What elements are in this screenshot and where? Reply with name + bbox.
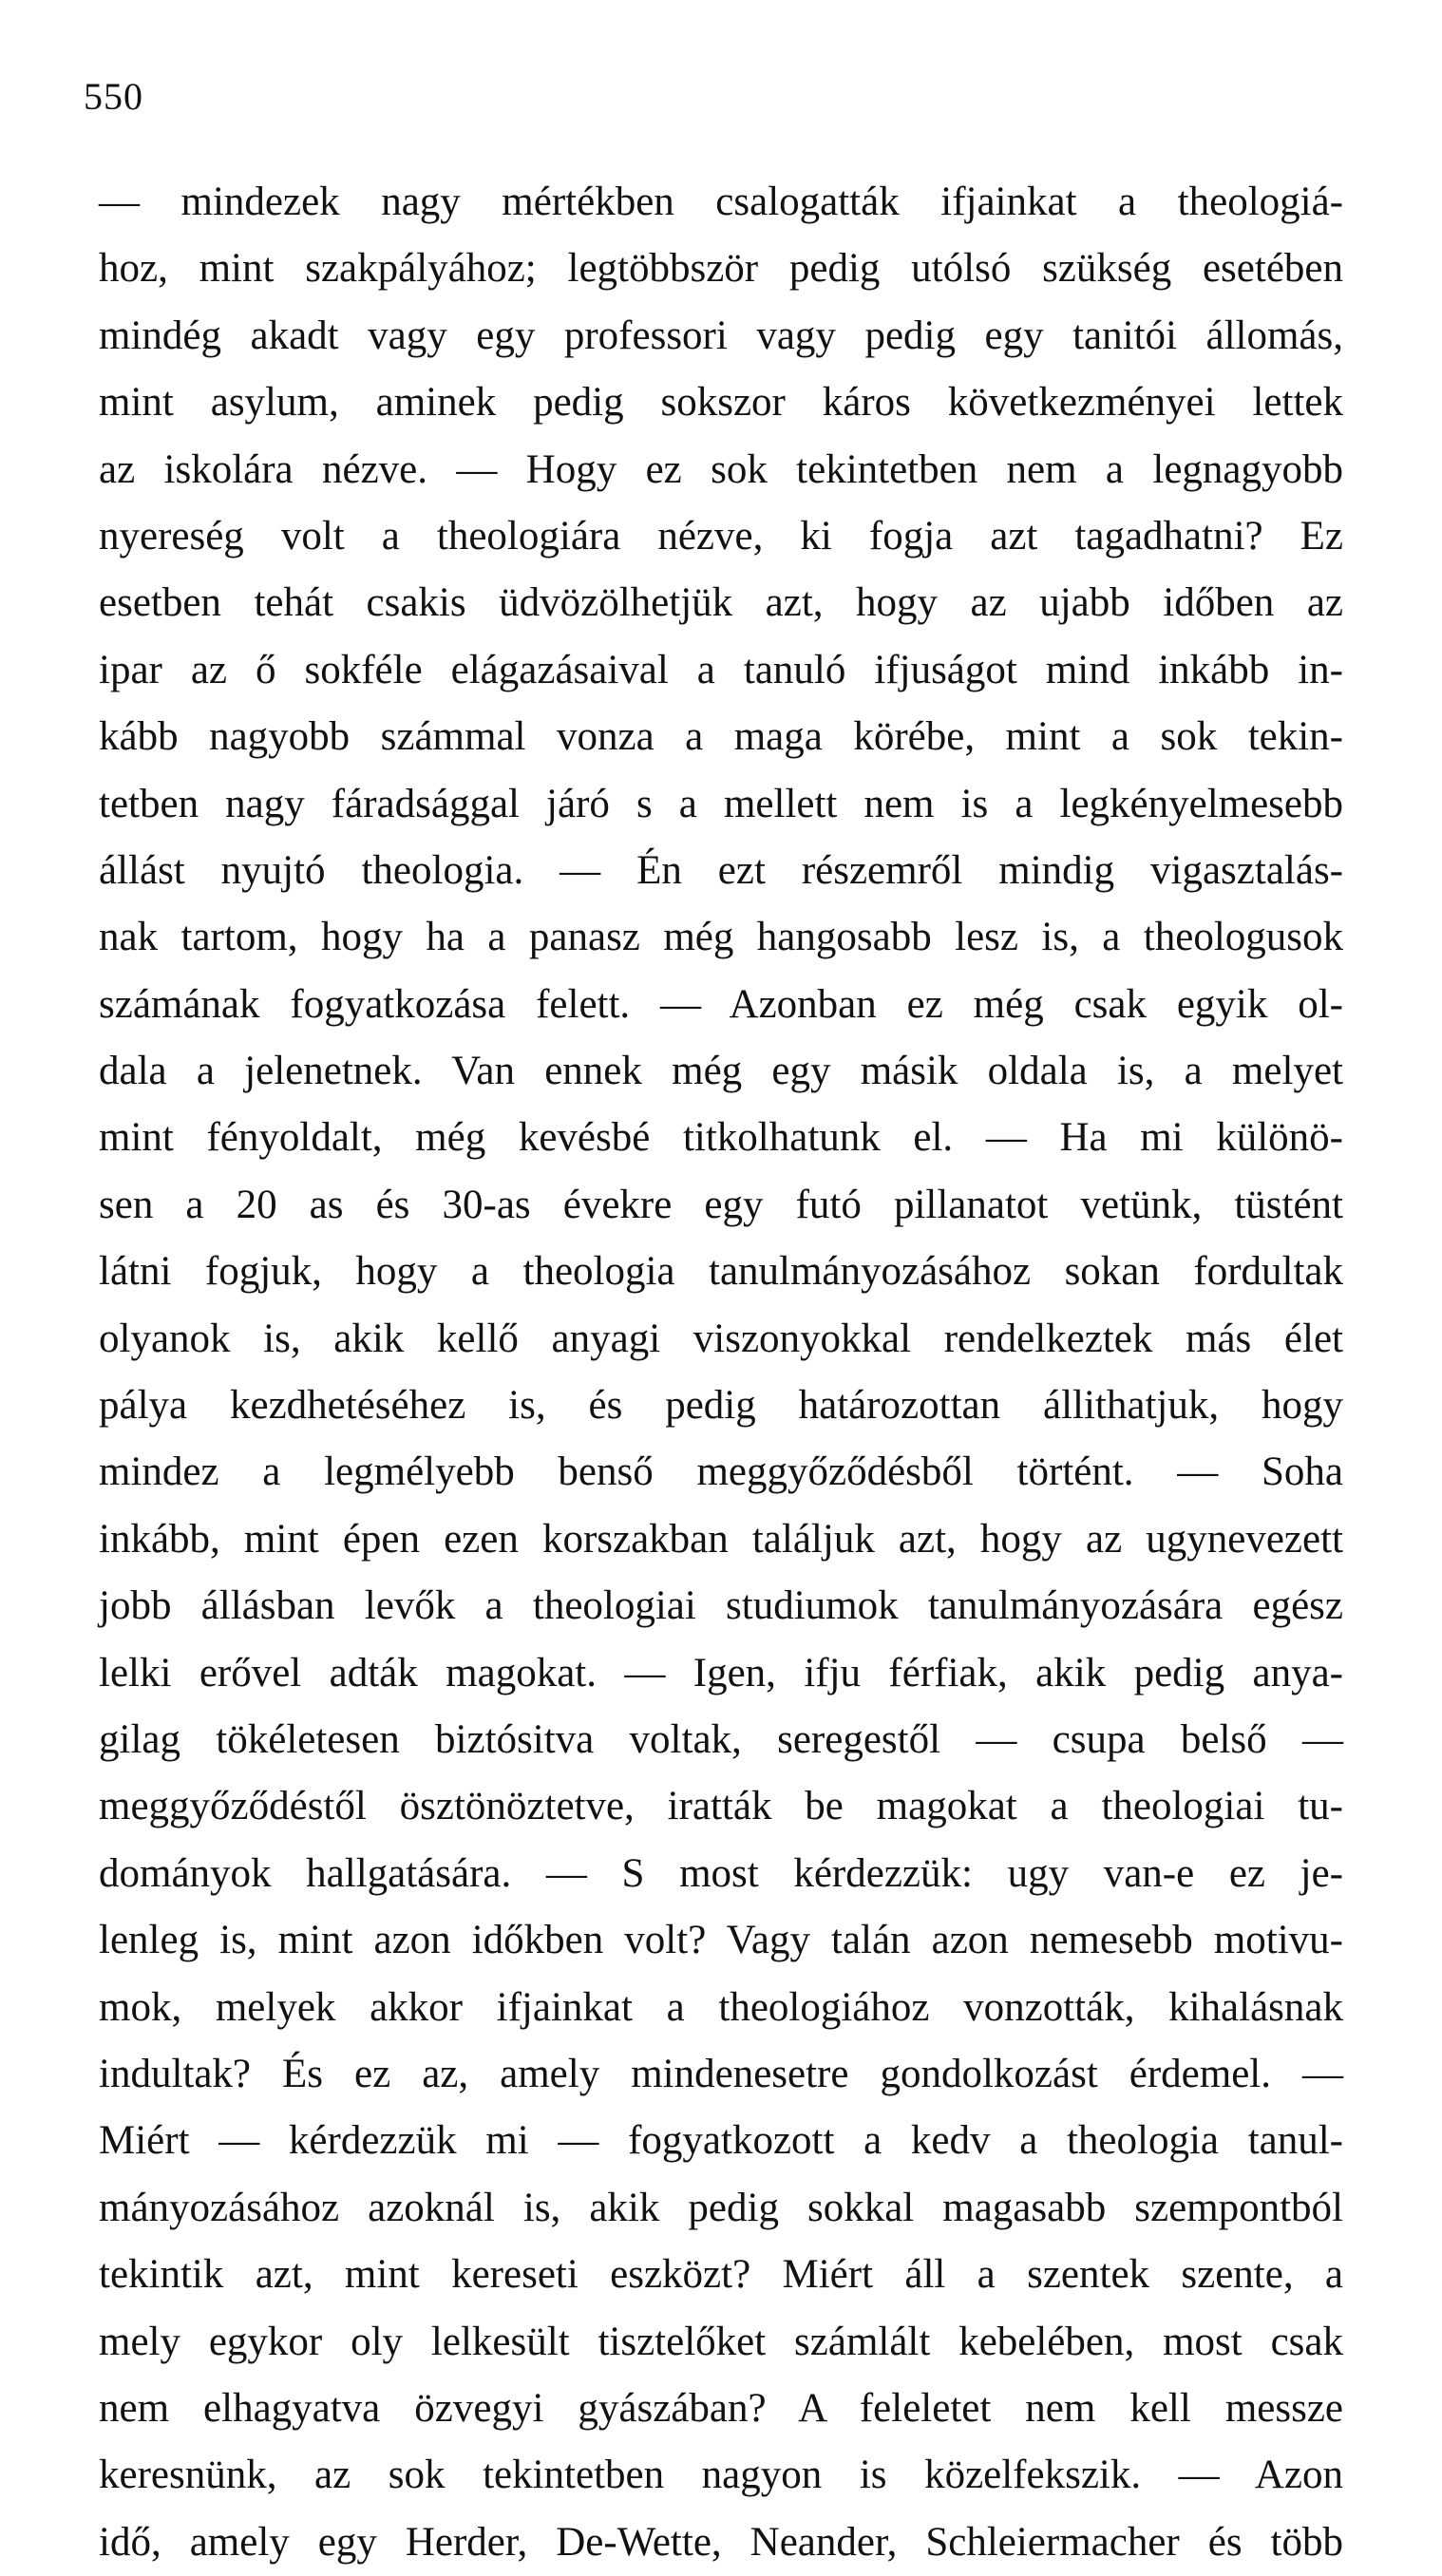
text-line: mányozásához azoknál is, akik pedig sokkal magasabb szempontból [99, 2185, 1343, 2230]
text-line: tetben nagy fáradsággal járó s a mellett nem is a legkényelmesebb [99, 781, 1343, 826]
text-line: jobb állásban levők a theologiai studiumok tanulmányozására egész [99, 1583, 1343, 1629]
text-line: dala a jelenetnek. Van ennek még egy másik oldala is, a melyet [99, 1049, 1343, 1094]
text-line: mindez a legmélyebb benső meggyőződésből történt. — Soha [99, 1449, 1343, 1495]
text-line: — mindezek nagy mértékben csalogatták ifjainkat a theologiá- [99, 180, 1343, 224]
text-line: hoz, mint szakpályához; legtöbbször pedig utólsó szükség esetében [99, 246, 1343, 292]
text-line: ipar az ő sokféle elágazásaival a tanuló ifjuságot mind inkább in- [99, 647, 1343, 692]
text-line: Miért — kérdezzük mi — fogyatkozott a kedv a theologia tanul- [99, 2118, 1343, 2164]
text-line: mindég akadt vagy egy professori vagy pedig egy tanitói állomás, [99, 313, 1343, 358]
text-line: számának fogyatkozása felett. — Azonban ez még csak egyik ol- [99, 981, 1343, 1027]
text-line: idő, amely egy Herder, De-Wette, Neander, Schleiermacher és több [99, 2519, 1343, 2565]
text-line: nem elhagyatva özvegyi gyászában? A feleletet nem kell messze [99, 2385, 1343, 2431]
text-line: az iskolára nézve. — Hogy ez sok tekintetben nem a legnagyobb [99, 446, 1343, 492]
text-line: tekintik azt, mint kereseti eszközt? Miért áll a szentek szente, a [99, 2252, 1343, 2298]
text-line: lenleg is, mint azon időkben volt? Vagy talán azon nemesebb motivu- [99, 1918, 1343, 1963]
text-line: mely egykor oly lelkesült tisztelőket számlált kebelében, most csak [99, 2319, 1343, 2364]
text-line: állást nyujtó theologia. — Én ezt részemről mindig vigasztalás- [99, 847, 1343, 893]
text-line: lelki erővel adták magokat. — Igen, ifju férfiak, akik pedig anya- [99, 1650, 1343, 1695]
text-line: meggyőződéstől ösztönöztetve, iratták be magokat a theologiai tu- [99, 1784, 1343, 1829]
text-line: sen a 20 as és 30-as évekre egy futó pillanatot vetünk, tüstént [99, 1182, 1343, 1227]
text-line: mok, melyek akkor ifjainkat a theologiához vonzották, kihalásnak [99, 1984, 1343, 2030]
text-line: pálya kezdhetéséhez is, és pedig határozottan állithatjuk, hogy [99, 1383, 1343, 1429]
text-line: inkább, mint épen ezen korszakban találjuk azt, hogy az ugynevezett [99, 1516, 1343, 1562]
text-line: nyereség volt a theologiára nézve, ki fogja azt tagadhatni? Ez [99, 513, 1343, 559]
text-line: mint asylum, aminek pedig sokszor káros következményei lettek [99, 380, 1343, 426]
text-line: keresnünk, az sok tekintetben nagyon is közelfekszik. — Azon [99, 2453, 1343, 2498]
text-line: dományok hallgatására. — S most kérdezzük: ugy van-e ez je- [99, 1850, 1343, 1896]
text-line: olyanok is, akik kellő anyagi viszonyokkal rendelkeztek más élet [99, 1316, 1343, 1361]
text-line: gilag tökéletesen biztósitva voltak, seregestől — csupa belső — [99, 1716, 1343, 1762]
text-line: látni fogjuk, hogy a theologia tanulmányozásához sokan fordultak [99, 1249, 1343, 1295]
text-line: kább nagyobb számmal vonza a maga körébe, mint a sok tekin- [99, 714, 1343, 760]
text-line: indultak? És ez az, amely mindenesetre gondolkozást érdemel. — [99, 2051, 1343, 2096]
text-line: mint fényoldalt, még kevésbé titkolhatunk el. — Ha mi különö- [99, 1115, 1343, 1161]
body-text [99, 169, 1343, 2576]
text-line: esetben tehát csakis üdvözölhetjük azt, hogy az ujabb időben az [99, 580, 1343, 626]
page-number: 550 [84, 75, 143, 118]
text-line: nak tartom, hogy ha a panasz még hangosabb lesz is, a theologusok [99, 915, 1343, 960]
